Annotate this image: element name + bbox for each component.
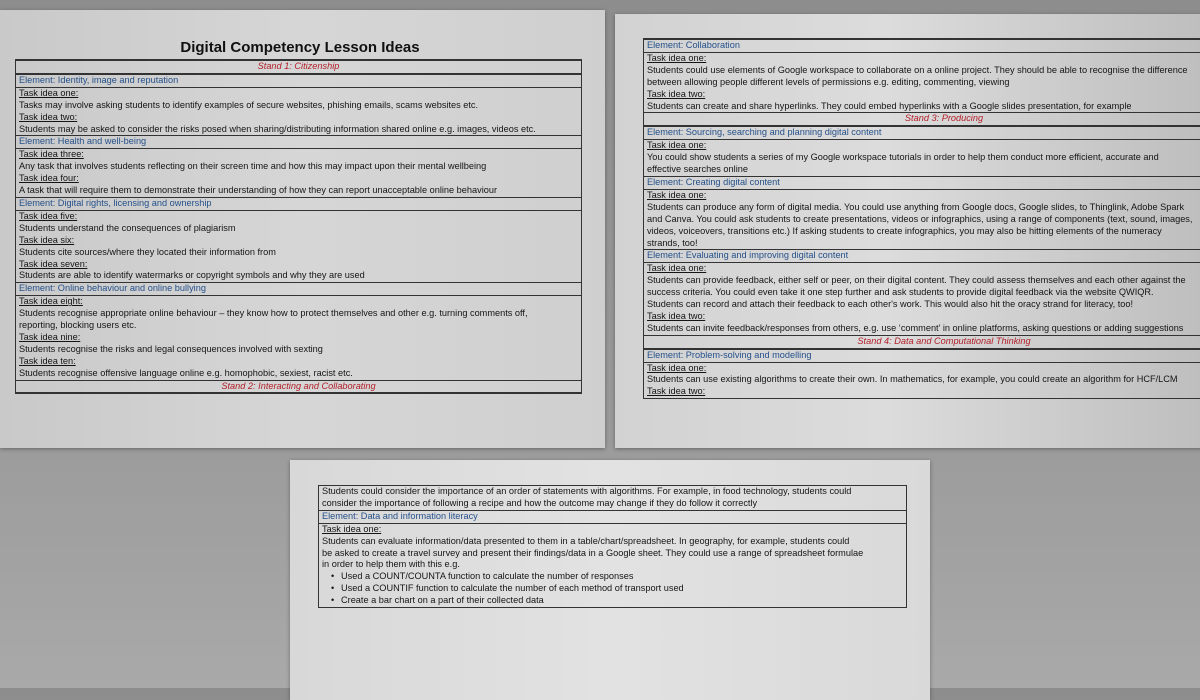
task-description: Students could use elements of Google workspace to collaborate on a online project. They should be able to recognise the difference bbox=[647, 64, 1188, 75]
task-description: Tasks may involve asking students to identify examples of secure websites, phishing emails, scams websites etc. bbox=[19, 99, 479, 110]
task-label: Task idea six: bbox=[19, 234, 75, 245]
document-page-left bbox=[0, 10, 605, 448]
task-description: consider the importance of following a recipe and how the outcome may change if they do follow it correctly bbox=[322, 497, 758, 508]
bullet-item: • Used a COUNT/COUNTA function to calculate the number of responses bbox=[319, 571, 906, 583]
element-heading: Element: Problem-solving and modelling bbox=[644, 349, 1200, 363]
task-description: Students could consider the importance of an order of statements with algorithms. For example, in food technology, students could bbox=[322, 486, 852, 496]
element-heading: Element: Health and well-being bbox=[16, 135, 581, 149]
task-description: Students can create and share hyperlinks. They could embed hyperlinks with a Google slides presentation, for example bbox=[647, 100, 1132, 111]
task-description: and Canva. You could ask students to create presentations, videos or infographics, using a range of components (text, sound, images, bbox=[647, 213, 1193, 224]
task-description: in order to help them with this e.g. bbox=[322, 559, 460, 570]
task-description: Students can evaluate information/data presented to them in a table/chart/spreadsheet. In geography, for example, students could bbox=[322, 535, 850, 546]
task-label: Task idea ten: bbox=[19, 355, 76, 366]
task-label: Task idea two: bbox=[647, 386, 706, 397]
element-heading: Element: Online behaviour and online bullying bbox=[16, 282, 581, 296]
task-label: Task idea one: bbox=[19, 87, 79, 98]
bullet-item: • Create a bar chart on a part of their collected data bbox=[319, 595, 906, 607]
task-label: Task idea one: bbox=[647, 189, 707, 200]
task-description: Students recognise appropriate online behaviour – they know how to protect themselves and other e.g. turning comments off, bbox=[19, 308, 528, 319]
task-description: strands, too! bbox=[647, 237, 698, 248]
task-label: Task idea one: bbox=[647, 140, 707, 151]
task-label: Task idea two: bbox=[19, 111, 78, 122]
task-label: Task idea five: bbox=[19, 210, 78, 221]
task-description: success criteria. You could even take it one step further and ask students to provide digital feedback via the website QWIQR. bbox=[647, 287, 1154, 298]
task-label: Task idea two: bbox=[647, 310, 706, 321]
task-label: Task idea two: bbox=[647, 88, 706, 99]
bullet-item: • Used a COUNTIF function to calculate the number of each method of transport used bbox=[319, 583, 906, 595]
task-label: Task idea four: bbox=[19, 173, 79, 184]
task-description: A task that will require them to demonstrate their understanding of how they can report unacceptable online behaviour bbox=[19, 185, 498, 196]
task-description: You could show students a series of my Google workspace tutorials in order to help them conduct more efficient, accurate and bbox=[647, 152, 1159, 163]
task-label: Task idea one: bbox=[647, 263, 707, 274]
task-description: Students are able to identify watermarks or copyright symbols and why they are used bbox=[19, 270, 365, 281]
strand-heading: Stand 2: Interacting and Collaborating bbox=[16, 380, 581, 394]
task-label: Task idea eight: bbox=[19, 296, 83, 307]
element-heading: Element: Collaboration bbox=[644, 39, 1200, 53]
document-title: Digital Competency Lesson Ideas bbox=[180, 39, 420, 56]
task-description: be asked to create a travel survey and present their findings/data in a Google sheet. They could use a range of spreadsheet formulae bbox=[322, 547, 864, 558]
element-heading: Element: Digital rights, licensing and ownership bbox=[16, 197, 581, 211]
element-heading: Element: Creating digital content bbox=[644, 176, 1200, 190]
task-description: Students can provide feedback, either self or peer, on their digital content. They could assess themselves and each other against the bbox=[647, 275, 1186, 286]
task-description: Students recognise the risks and legal consequences involved with sexting bbox=[19, 343, 323, 354]
element-heading: Element: Identity, image and reputation bbox=[16, 74, 581, 88]
task-description: between allowing people different levels of permissions e.g. editing, commenting, viewing bbox=[647, 76, 1010, 87]
lesson-ideas-table bbox=[15, 59, 582, 394]
task-description: Students recognise offensive language online e.g. homophobic, sexiest, racist etc. bbox=[19, 367, 353, 378]
task-label: Task idea one: bbox=[647, 52, 707, 63]
task-description: effective searches online bbox=[647, 164, 748, 175]
element-heading: Element: Evaluating and improving digital content bbox=[644, 249, 1200, 263]
task-description: Students cite sources/where they located their information from bbox=[19, 246, 276, 257]
task-description: Students may be asked to consider the risks posed when sharing/distributing information shared online e.g. images, videos etc. bbox=[19, 123, 536, 134]
task-description: Students can use existing algorithms to create their own. In mathematics, for example, you could create an algorithm for HCF/LCM bbox=[647, 374, 1178, 385]
element-heading: Element: Sourcing, searching and planning digital content bbox=[644, 126, 1200, 140]
task-description: videos, voiceovers, transitions etc.) If asking students to create infographics, you may also be hitting elements of the numeracy bbox=[647, 225, 1162, 236]
task-description: reporting, blocking users etc. bbox=[19, 320, 137, 331]
task-description: Students can invite feedback/responses from others, e.g. use ‘comment’ in online platforms, asking questions or adding suggestions bbox=[647, 322, 1184, 333]
element-heading: Element: Data and information literacy bbox=[319, 510, 906, 524]
task-description: Students understand the consequences of plagiarism bbox=[19, 222, 236, 233]
task-label: Task idea nine: bbox=[19, 331, 81, 342]
task-description: Students can produce any form of digital media. You could use anything from Google docs, Google slides, to Thinglink, Adobe Spark bbox=[647, 201, 1185, 212]
task-label: Task idea seven: bbox=[19, 258, 88, 269]
document-page-right bbox=[615, 14, 1200, 448]
strand-heading: Stand 4: Data and Computational Thinking bbox=[644, 335, 1200, 349]
document-page-bottom bbox=[290, 460, 930, 700]
lesson-ideas-table bbox=[318, 485, 907, 608]
task-label: Task idea one: bbox=[322, 523, 382, 534]
task-description: Students can record and attach their feedback to each other's work. This would also hit the oracy strand for literacy, too! bbox=[647, 299, 1134, 310]
lesson-ideas-table bbox=[643, 38, 1200, 399]
task-label: Task idea three: bbox=[19, 149, 84, 160]
task-label: Task idea one: bbox=[647, 362, 707, 373]
task-description: Any task that involves students reflecting on their screen time and how this may impact upon their mental wellbeing bbox=[19, 161, 487, 172]
strand-heading: Stand 1: Citizenship bbox=[16, 60, 581, 74]
strand-heading: Stand 3: Producing bbox=[644, 112, 1200, 126]
